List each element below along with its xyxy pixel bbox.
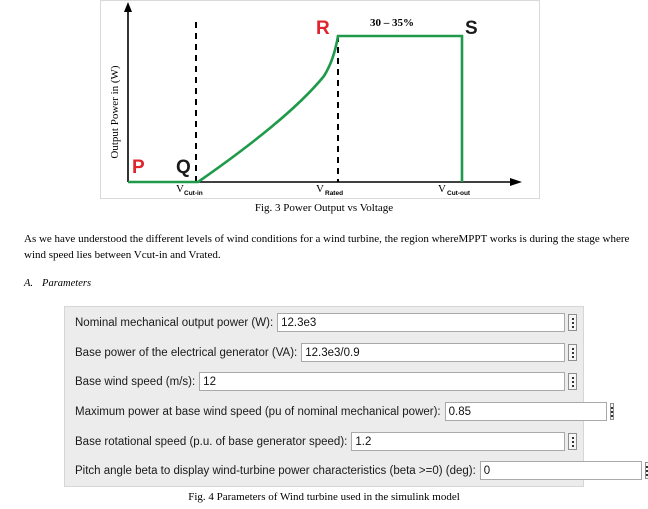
param-menu-icon[interactable] <box>568 373 577 390</box>
power-curve-figure <box>100 0 540 200</box>
max-power-field[interactable] <box>445 402 607 421</box>
figure-4-caption: Fig. 4 Parameters of Wind turbine used in the simulink model <box>188 491 460 503</box>
param-row-base-wind-speed <box>71 371 577 392</box>
svg-text:V: V <box>176 183 184 195</box>
param-menu-icon[interactable] <box>568 433 577 450</box>
param-row-nominal-power <box>71 312 577 333</box>
param-label: Base power of the electrical generator (VA): <box>75 346 298 359</box>
body-paragraph: As we have understood the different levels of wind conditions for a wind turbine, the region whereMPPT works is during the stage where wind speed lies between Vcut-in and Vrated. <box>24 233 630 261</box>
nominal-power-field[interactable] <box>277 313 565 332</box>
region-label: 30 – 35% <box>370 17 414 29</box>
base-wind-speed-field[interactable] <box>199 372 565 391</box>
param-menu-icon[interactable] <box>568 314 577 331</box>
param-label: Nominal mechanical output power (W): <box>75 316 274 329</box>
svg-text:Cut-in: Cut-in <box>184 190 203 197</box>
svg-text:V: V <box>316 183 324 195</box>
section-number: A. <box>24 278 34 289</box>
section-title: Parameters <box>42 278 92 289</box>
param-label: Maximum power at base wind speed (pu of nominal mechanical power): <box>75 405 441 418</box>
svg-text:Rated: Rated <box>325 190 344 197</box>
param-label: Base rotational speed (p.u. of base generator speed): <box>75 435 348 448</box>
base-power-field[interactable] <box>301 343 565 362</box>
point-s-label: S <box>465 18 478 39</box>
param-menu-icon[interactable] <box>610 403 614 420</box>
point-p-label: P <box>132 157 145 178</box>
point-q-label: Q <box>176 157 191 178</box>
param-label: Pitch angle beta to display wind-turbine power characteristics (beta >=0) (deg): <box>75 464 476 477</box>
rotational-speed-field[interactable] <box>351 432 565 451</box>
figure-3-caption: Fig. 3 Power Output vs Voltage <box>254 202 394 214</box>
pitch-angle-field[interactable] <box>480 461 642 480</box>
param-label: Base wind speed (m/s): <box>75 375 196 388</box>
parameters-dialog <box>64 306 584 487</box>
point-r-label: R <box>316 18 330 39</box>
param-row-base-power <box>71 342 577 363</box>
y-axis-label: Output Power in (W) <box>109 65 121 159</box>
param-row-max-power <box>71 401 577 422</box>
svg-text:V: V <box>438 183 446 195</box>
param-menu-icon[interactable] <box>568 344 577 361</box>
section-heading <box>24 278 91 289</box>
param-row-rotational-speed <box>71 431 577 452</box>
svg-text:Cut-out: Cut-out <box>447 190 471 197</box>
param-row-pitch-angle <box>71 460 577 481</box>
